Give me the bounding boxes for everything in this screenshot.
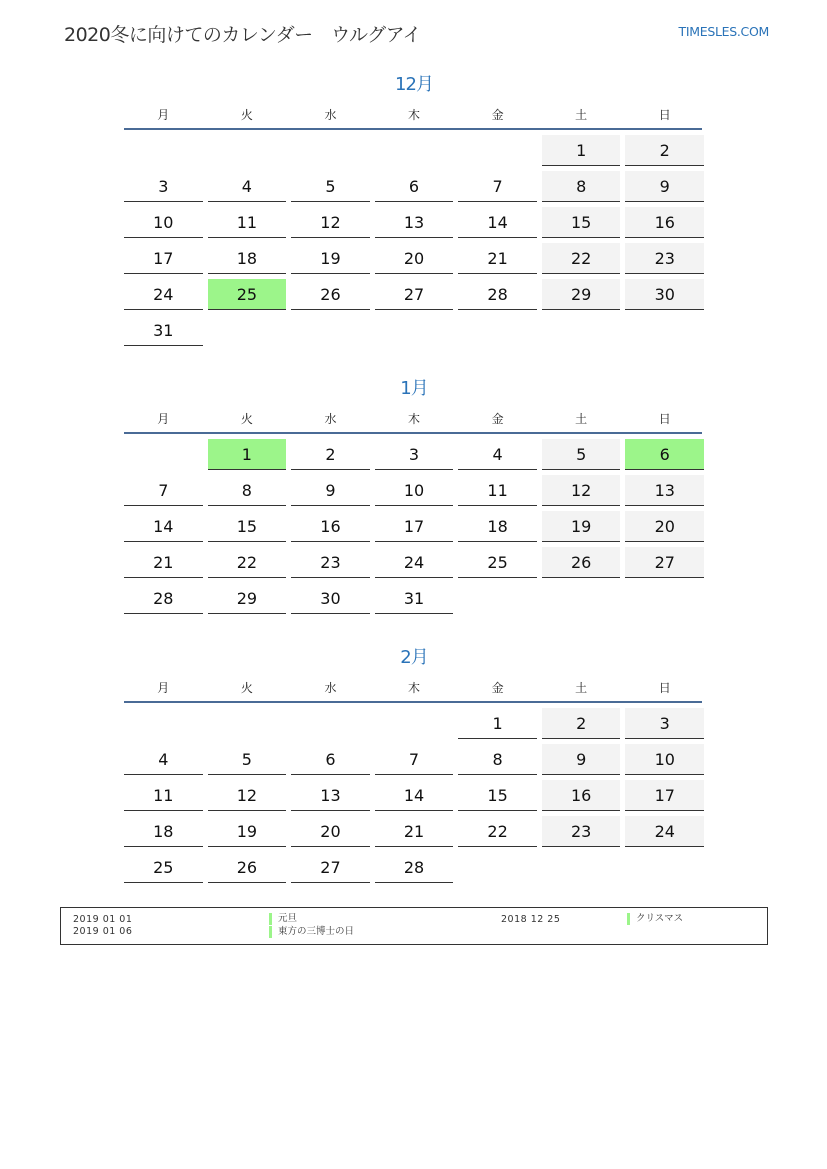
week-row [124,171,704,202]
week-row [124,744,704,775]
site-link[interactable]: TIMESLES.COM [678,24,769,39]
page-header [64,20,769,46]
month-calendar [124,70,704,351]
weekday-label: 日 [658,412,671,426]
empty-cell [458,583,537,614]
week-row [124,780,704,811]
day-cell: 12 [208,780,287,811]
day-cell: 22 [208,547,287,578]
weekday-label: 土 [575,412,588,426]
week-row [124,315,704,346]
day-cell: 20 [291,816,370,847]
day-cell: 21 [458,243,537,274]
month-title: 12月 [395,74,433,95]
weekday-label: 日 [658,108,671,122]
week-row [124,475,704,506]
day-cell: 10 [124,207,203,238]
weekday-label: 水 [324,412,337,426]
day-cell: 6 [291,744,370,775]
empty-cell [375,315,454,346]
week-row [124,708,704,739]
holiday-day-cell: 1 [208,439,287,470]
day-cell: 24 [375,547,454,578]
weekend-day-cell: 27 [625,547,704,578]
legend-holiday-name: クリスマス [627,913,683,925]
day-cell: 15 [458,780,537,811]
header-divider [124,128,702,130]
day-cell: 4 [208,171,287,202]
day-cell: 21 [124,547,203,578]
weekend-day-cell: 16 [625,207,704,238]
weekday-label: 土 [575,681,588,695]
empty-cell [208,708,287,739]
weekday-label: 木 [408,108,421,122]
empty-cell [124,708,203,739]
day-cell: 26 [208,852,287,883]
day-cell: 16 [291,511,370,542]
weekday-label: 土 [575,108,588,122]
day-cell: 23 [291,547,370,578]
weekend-day-cell: 15 [542,207,621,238]
weekend-day-cell: 22 [542,243,621,274]
week-row [124,583,704,614]
weekday-header [124,106,704,128]
empty-cell [375,708,454,739]
empty-cell [208,135,287,166]
day-cell: 13 [291,780,370,811]
legend-holiday-name: 元旦 [269,913,297,925]
day-cell: 4 [124,744,203,775]
weekday-label: 月 [157,412,170,426]
empty-cell [375,135,454,166]
header-divider [124,701,702,703]
month-calendar [124,643,704,888]
week-row [124,243,704,274]
weekday-label: 水 [324,108,337,122]
empty-cell [542,315,621,346]
week-row [124,511,704,542]
day-cell: 7 [458,171,537,202]
weekend-day-cell: 2 [542,708,621,739]
day-cell: 11 [458,475,537,506]
weekend-day-cell: 30 [625,279,704,310]
empty-cell [291,135,370,166]
weekend-day-cell: 17 [625,780,704,811]
weekday-label: 木 [408,412,421,426]
weekend-day-cell: 12 [542,475,621,506]
header-divider [124,432,702,434]
day-cell: 9 [291,475,370,506]
day-cell: 4 [458,439,537,470]
day-cell: 19 [291,243,370,274]
empty-cell [542,583,621,614]
week-row [124,547,704,578]
weekday-label: 金 [491,412,504,426]
day-cell: 12 [291,207,370,238]
day-cell: 26 [291,279,370,310]
weekend-day-cell: 9 [625,171,704,202]
day-cell: 29 [208,583,287,614]
day-cell: 17 [375,511,454,542]
month-calendar [124,374,704,619]
page-title: 2020冬に向けてのカレンダー ウルグアイ [64,24,421,46]
weekend-day-cell: 23 [542,816,621,847]
day-cell: 13 [375,207,454,238]
weekend-day-cell: 2 [625,135,704,166]
empty-cell [458,135,537,166]
weekend-day-cell: 23 [625,243,704,274]
day-cell: 28 [458,279,537,310]
week-row [124,816,704,847]
day-cell: 18 [458,511,537,542]
day-cell: 18 [124,816,203,847]
day-cell: 8 [458,744,537,775]
day-cell: 18 [208,243,287,274]
legend-date: 2018 12 25 [501,914,561,925]
weekday-label: 火 [240,681,253,695]
day-cell: 5 [291,171,370,202]
day-cell: 24 [124,279,203,310]
day-cell: 31 [375,583,454,614]
day-cell: 30 [291,583,370,614]
empty-cell [291,708,370,739]
weekend-day-cell: 13 [625,475,704,506]
month-title: 1月 [400,378,428,399]
day-cell: 28 [375,852,454,883]
weekend-day-cell: 10 [625,744,704,775]
weekend-day-cell: 24 [625,816,704,847]
empty-cell [542,852,621,883]
holiday-day-cell: 25 [208,279,287,310]
weekend-day-cell: 16 [542,780,621,811]
day-cell: 2 [291,439,370,470]
day-cell: 11 [208,207,287,238]
day-cell: 11 [124,780,203,811]
day-cell: 7 [124,475,203,506]
weekend-day-cell: 29 [542,279,621,310]
day-cell: 6 [375,171,454,202]
empty-cell [208,315,287,346]
day-cell: 3 [375,439,454,470]
day-cell: 19 [208,816,287,847]
empty-cell [625,583,704,614]
day-cell: 25 [124,852,203,883]
legend-date: 2019 01 06 [73,926,133,937]
weekday-label: 水 [324,681,337,695]
day-cell: 8 [208,475,287,506]
weekday-header [124,410,704,432]
weekend-day-cell: 19 [542,511,621,542]
weekday-label: 火 [240,412,253,426]
empty-cell [291,315,370,346]
weekend-day-cell: 9 [542,744,621,775]
weekday-label: 木 [408,681,421,695]
day-cell: 27 [375,279,454,310]
day-cell: 15 [208,511,287,542]
weekday-label: 金 [491,108,504,122]
month-title: 2月 [400,647,428,668]
day-cell: 14 [458,207,537,238]
week-row [124,852,704,883]
day-cell: 14 [124,511,203,542]
weekday-header [124,679,704,701]
weekend-day-cell: 8 [542,171,621,202]
week-row [124,279,704,310]
weekend-day-cell: 5 [542,439,621,470]
weekday-label: 月 [157,681,170,695]
empty-cell [458,315,537,346]
weekday-label: 月 [157,108,170,122]
weekday-label: 日 [658,681,671,695]
empty-cell [124,439,203,470]
day-cell: 22 [458,816,537,847]
weekend-day-cell: 1 [542,135,621,166]
legend-holiday-name: 東方の三博士の日 [269,926,354,938]
week-row [124,207,704,238]
day-cell: 20 [375,243,454,274]
empty-cell [458,852,537,883]
day-cell: 21 [375,816,454,847]
day-cell: 10 [375,475,454,506]
weekday-label: 火 [240,108,253,122]
weekend-day-cell: 20 [625,511,704,542]
day-cell: 27 [291,852,370,883]
day-cell: 31 [124,315,203,346]
day-cell: 14 [375,780,454,811]
legend-date: 2019 01 01 [73,914,133,925]
day-cell: 5 [208,744,287,775]
weekend-day-cell: 3 [625,708,704,739]
weekday-label: 金 [491,681,504,695]
week-row [124,439,704,470]
empty-cell [625,852,704,883]
day-cell: 17 [124,243,203,274]
holiday-legend [60,907,768,945]
week-row [124,135,704,166]
day-cell: 28 [124,583,203,614]
empty-cell [124,135,203,166]
day-cell: 7 [375,744,454,775]
day-cell: 3 [124,171,203,202]
day-cell: 1 [458,708,537,739]
day-cell: 25 [458,547,537,578]
weekend-day-cell: 26 [542,547,621,578]
holiday-day-cell: 6 [625,439,704,470]
empty-cell [625,315,704,346]
